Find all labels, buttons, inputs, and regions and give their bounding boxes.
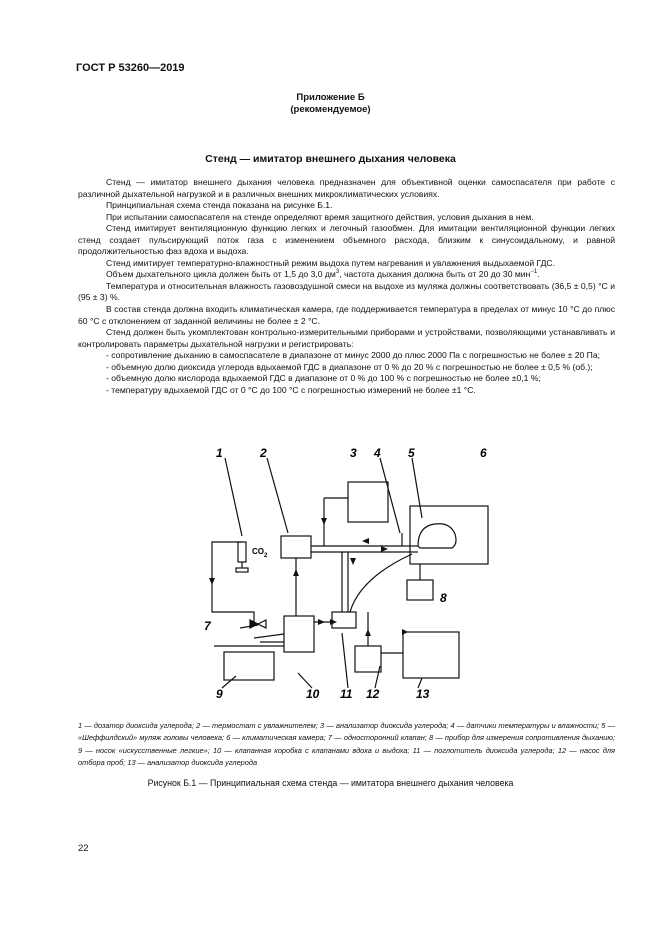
sample-line (350, 554, 412, 612)
standard-header: ГОСТ Р 53260—2019 (76, 62, 185, 74)
paragraph: Принципиальная схема стенда показана на рисунке Б.1. (106, 200, 333, 211)
paragraph: При испытании самоспасателя на стенде определяют время защитного действия, условия дыхания в нем. (106, 211, 534, 222)
page-number: 22 (78, 843, 89, 854)
leader-line-11 (342, 633, 348, 688)
label-12: 12 (366, 687, 380, 701)
box-3 (348, 482, 388, 522)
paragraph: В состав стенда должна входить климатическая камера, где поддерживается температура в пределах от минус 10 °С до плюс 60 °С с отклонением от заданной величины не более ± 2 °С. (78, 304, 615, 326)
label-5: 5 (408, 448, 415, 460)
label-10: 10 (306, 687, 320, 701)
head-5 (418, 524, 456, 548)
check-valve-7 (250, 620, 266, 628)
appendix-status: (рекомендуемое) (290, 104, 371, 115)
leader-line-10 (298, 673, 312, 688)
paragraph: Стенд — имитатор внешнего дыхания человека предназначен для объективной оценки самоспасателя при работе с различной дыхательной нагрузкой и в различных внешних микроклиматических условиях. (78, 177, 615, 199)
box-10 (284, 616, 314, 652)
box-12 (355, 646, 381, 672)
leader-line-12 (375, 666, 380, 688)
label-11: 11 (340, 687, 353, 701)
label-7: 7 (204, 619, 211, 633)
label-13: 13 (416, 687, 430, 701)
label-1: 1 (216, 448, 223, 460)
leader-line-5 (412, 458, 422, 518)
figure-caption: Рисунок Б.1 — Принципиальная схема стенда — имитатора внешнего дыхания человека (147, 778, 514, 788)
leader-line-2 (267, 458, 288, 533)
paragraph: Стенд имитирует вентиляционную функцию легких и легочный газообмен. Для имитации вентиляционной функции легких стенд создает пульсирующий поток газа с изменением объемного расхода, близким к синусоидальному, и равной продолжительностью фаз вдоха и выдоха. (78, 223, 615, 257)
bellows-9 (224, 652, 274, 680)
text: , частота дыхания должна быть от 20 до 30 мин (339, 269, 531, 280)
list-item: - объемную долю кислорода вдыхаемой ГДС в диапазоне от 0 % до 100 % с погрешностью не более ±0,1 %; (106, 373, 541, 384)
box-8 (407, 580, 433, 600)
text: . (537, 269, 540, 280)
box-2 (281, 536, 311, 558)
label-4: 4 (374, 448, 381, 460)
figure-legend: 1 — дозатор диоксида углерода; 2 — термостат с увлажнителем; 3 — анализатор диоксида углерода; 4 — датчики температуры и влажности; 5 — «Шеффилдский» муляж головы человека; 6 — климатическая камера; 7 — односторонний клапан; 8 — прибор для измерения сопротивления дыханию; 9 — носок «искусственные легкие»; 10 — клапанная коробка с клапанами вдоха и выдоха; 11 — поглотитель диоксида углерода; 12 — насос для отбора проб; 13 — анализатор диоксида углерода (78, 721, 615, 768)
appendix-label: Приложение Б (296, 92, 365, 103)
paragraph: Стенд имитирует температурно-влажностный режим выдоха путем нагревания и увлажнения выдыхаемой ГДС. (106, 257, 556, 268)
label-6: 6 (480, 448, 487, 460)
co2-label: $CO_2$ (252, 547, 268, 559)
superscript: 3 (335, 269, 340, 276)
list-item: - температуру вдыхаемой ГДС от 0 °С до 100 °С с погрешностью измерений не более ±1 °С. (106, 384, 476, 395)
paragraph: Стенд должен быть укомплектован контрольно-измерительными приборами и устройствами, позволяющими устанавливать и контролировать параметры дыхательной нагрузки и регистрировать: (78, 327, 615, 349)
label-3: 3 (350, 448, 357, 460)
list-item: - сопротивление дыханию в самоспасателе в диапазоне от минус 2000 до плюс 2000 Па с погрешностью не более ± 20 Па; (106, 350, 601, 361)
superscript: −1 (530, 269, 538, 276)
paragraph: Температура и относительная влажность газовоздушной смеси на выдохе из муляжа должны соответствовать (36,5 ± 0,5) °С и (95 ± 3) %. (78, 280, 615, 303)
body-text (78, 177, 615, 396)
text: Объем дыхательного цикла должен быть от 1,5 до 3,0 дм (106, 269, 336, 280)
box-11 (332, 612, 356, 628)
list-item: - объемную долю диоксида углерода вдыхаемой ГДС в диапазоне от 0 % до 20 % с погрешностью не более ± 0,5 % (об.); (106, 361, 593, 372)
schematic-diagram (150, 448, 510, 714)
dosing-unit-1 (238, 542, 246, 562)
page-title: Стенд — имитатор внешнего дыхания человека (205, 153, 456, 165)
pipe-co2 (212, 542, 254, 622)
label-2: 2 (260, 448, 267, 460)
leader-line-1 (225, 458, 242, 536)
label-9: 9 (216, 687, 223, 701)
box-13 (403, 632, 459, 678)
label-8: 8 (440, 591, 447, 605)
paragraph (78, 269, 615, 281)
